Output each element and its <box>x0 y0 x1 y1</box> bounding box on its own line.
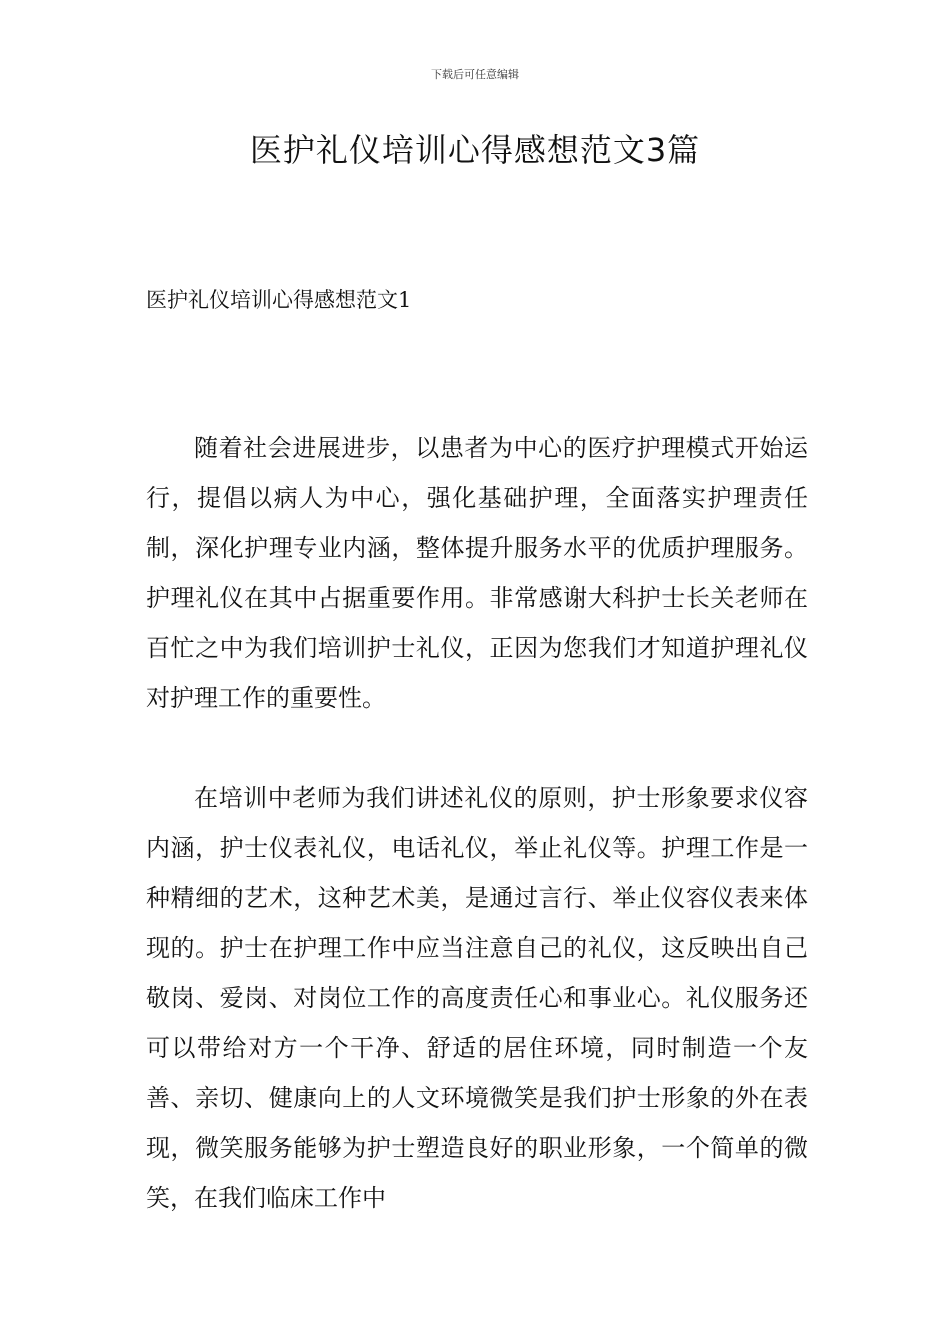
document-title: 医护礼仪培训心得感想范文3篇 <box>249 131 701 169</box>
body-paragraph-2: 在培训中老师为我们讲述礼仪的原则，护士形象要求仪容内涵，护士仪表礼仪，电话礼仪，举止礼仪等。护理工作是一种精细的艺术，这种艺术美，是通过言行、举止仪容仪表来体现的。护士在护理工作中应当注意自己的礼仪，这反映出自己敬岗、爱岗、对岗位工作的高度责任心和事业心。礼仪服务还可以带给对方一个干净、舒适的居住环境，同时制造一个友善、亲切、健康向上的人文环境微笑是我们护士形象的外在表现，微笑服务能够为护士塑造良好的职业形象，一个简单的微笑，在我们临床工作中 <box>146 784 808 1212</box>
header-note: 下载后可任意编辑 <box>431 68 519 81</box>
section-title: 医护礼仪培训心得感想范文1 <box>146 288 412 312</box>
body-paragraph-1: 随着社会进展进步，以患者为中心的医疗护理模式开始运行，提倡以病人为中心，强化基础护理，全面落实护理责任制，深化护理专业内涵，整体提升服务水平的优质护理服务。护理礼仪在其中占据重要作用。非常感谢大科护士长关老师在百忙之中为我们培训护士礼仪，正因为您我们才知道护理礼仪对护理工作的重要性。 <box>146 434 808 712</box>
